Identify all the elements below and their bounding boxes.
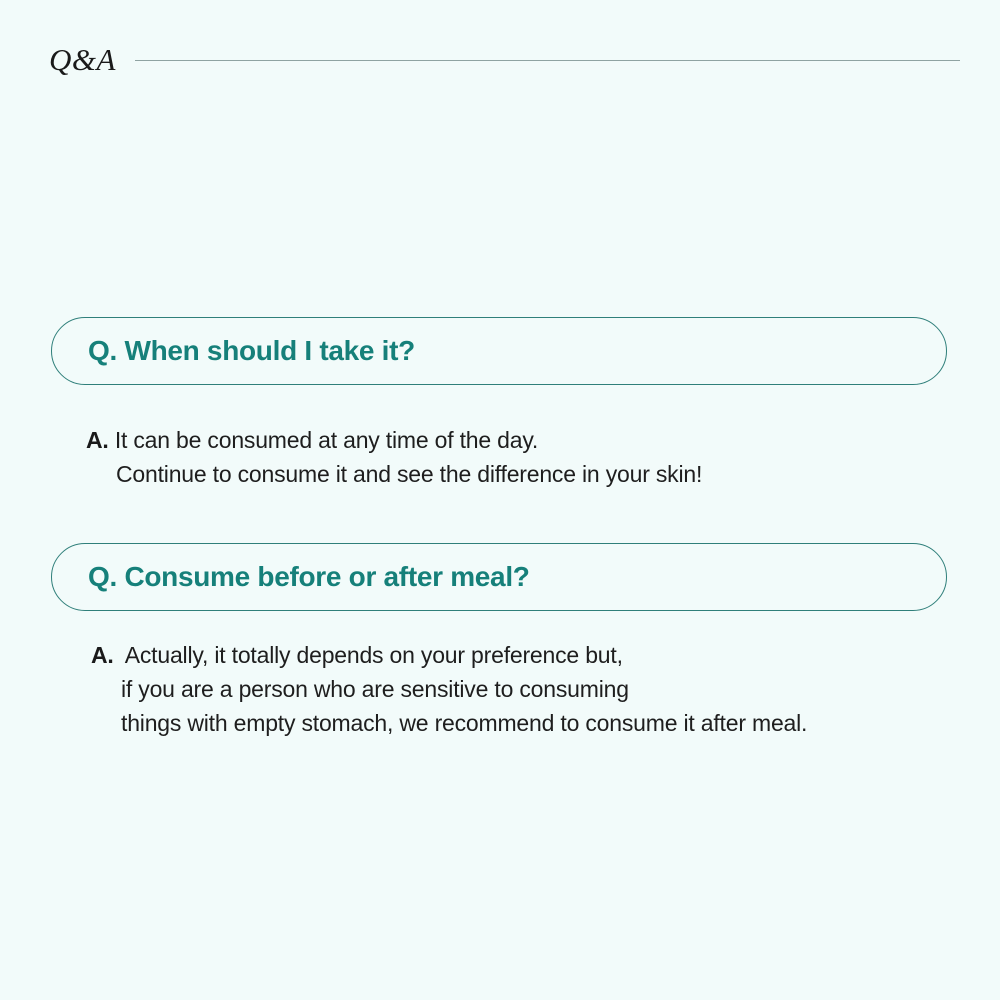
faq-question-2[interactable] (51, 543, 947, 611)
answer-text: Actually, it totally depends on your preference but, (124, 642, 623, 668)
answer-line: if you are a person who are sensitive to consuming (121, 676, 629, 702)
answer-line (91, 638, 807, 672)
page-title: Q&A (49, 42, 116, 77)
faq-question-1[interactable] (51, 317, 947, 385)
answer-line: Continue to consume it and see the difference in your skin! (116, 461, 703, 487)
question-text: Q. Consume before or after meal? (88, 561, 530, 592)
answer-prefix: A. (86, 427, 109, 453)
answer-prefix: A. (91, 642, 114, 668)
answer-line: things with empty stomach, we recommend to consume it after meal. (121, 710, 808, 736)
answer-text: It can be consumed at any time of the day. (114, 427, 539, 453)
answer-line (86, 423, 702, 457)
header-divider (135, 60, 960, 61)
faq-answer-2 (91, 638, 807, 740)
question-text: Q. When should I take it? (88, 335, 415, 366)
faq-answer-1 (86, 423, 702, 491)
